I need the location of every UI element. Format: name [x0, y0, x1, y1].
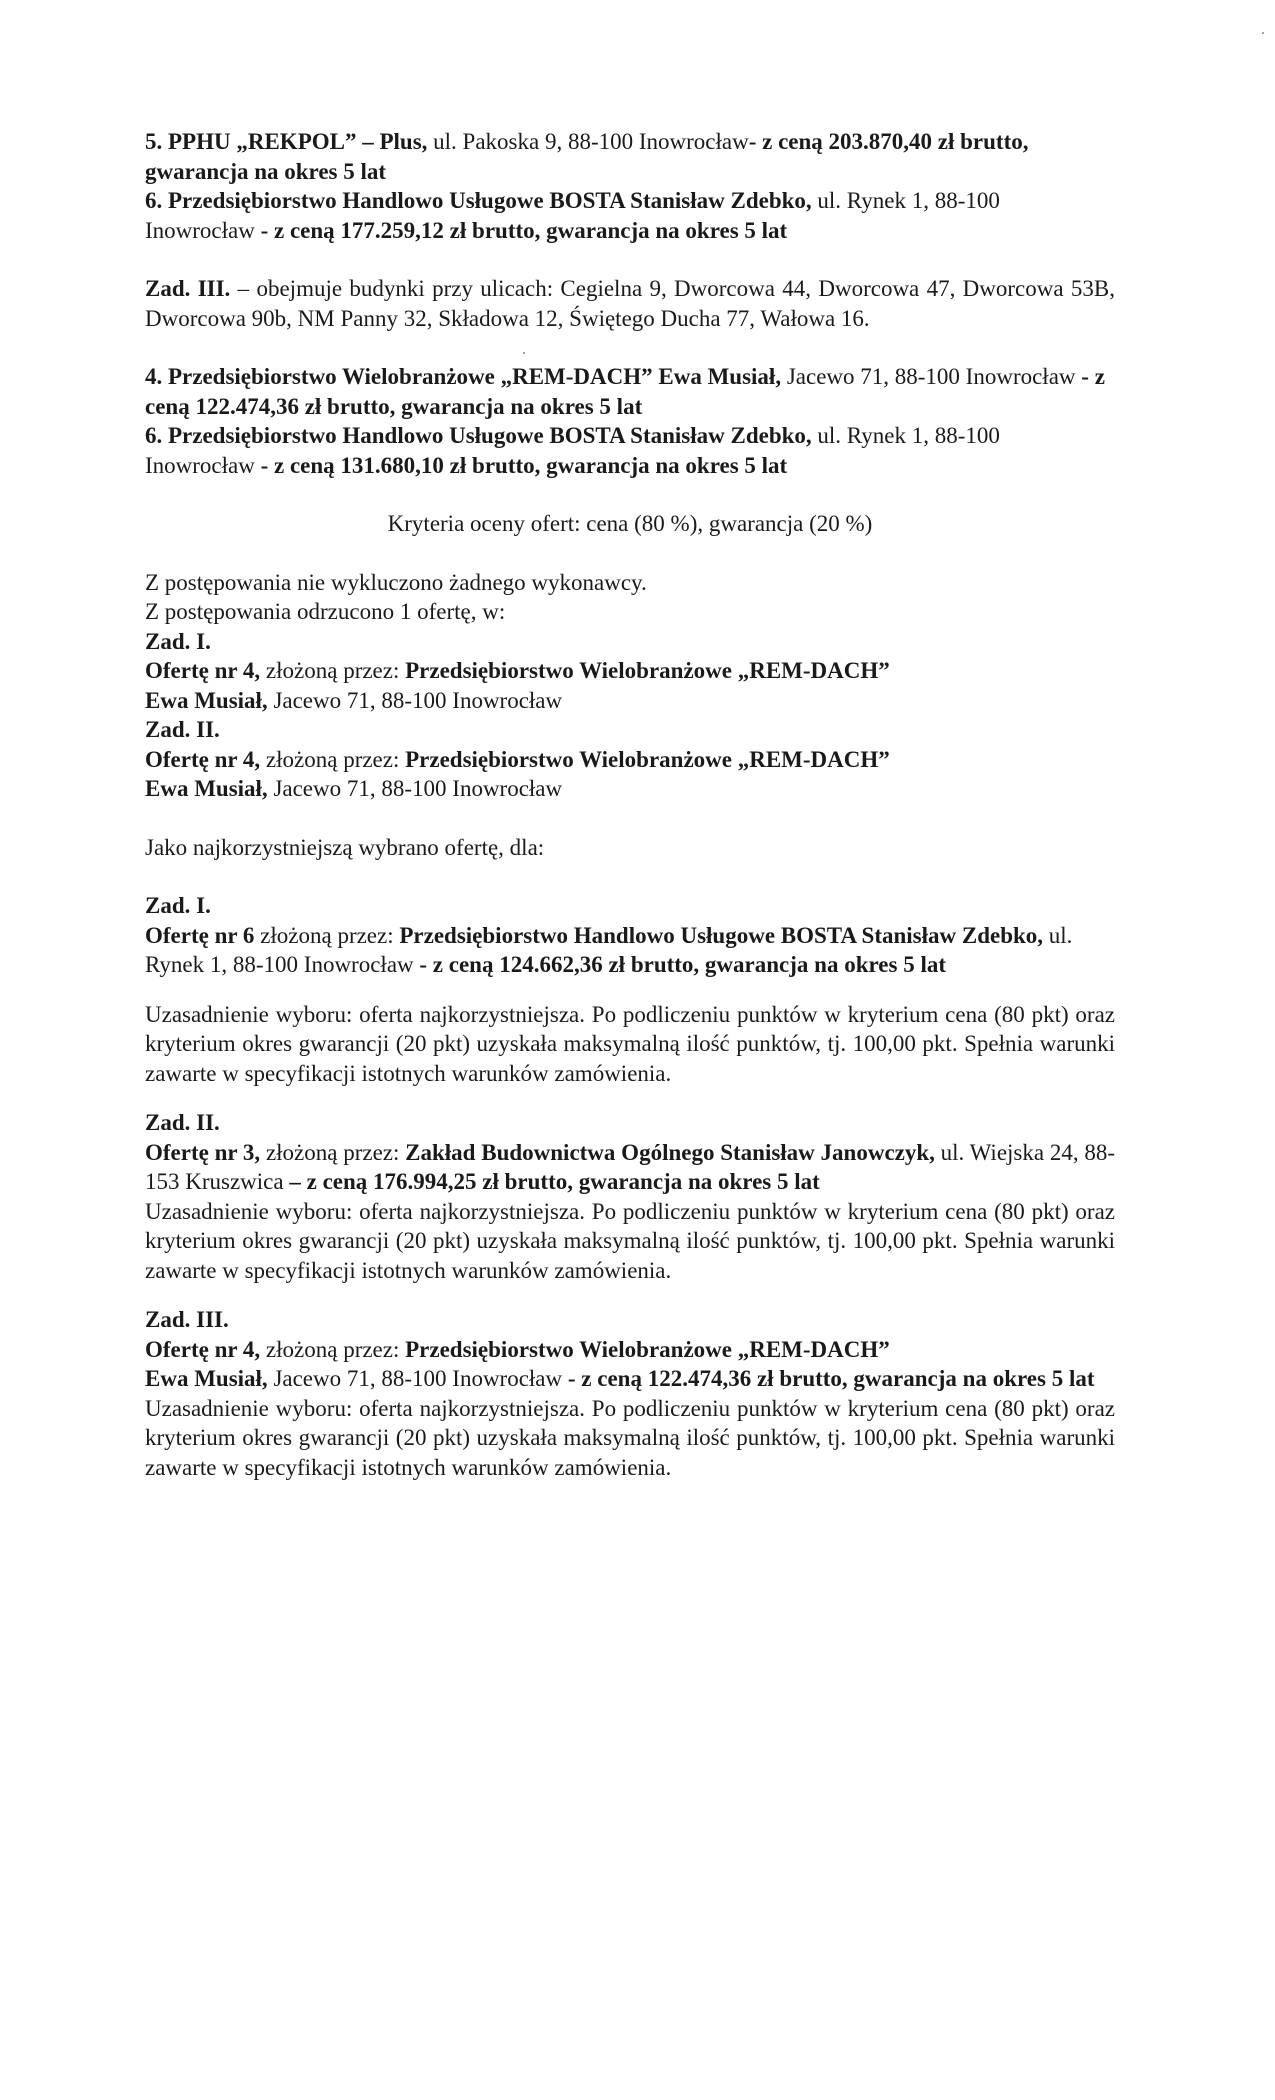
offer-company: Przedsiębiorstwo Wielobranżowe „REM-DACH” [405, 746, 890, 772]
offer-owner: Ewa Musiał, [145, 1366, 268, 1391]
rejected-zad2-label [145, 715, 1115, 745]
offer-price: - z ceną 122.474,36 zł brutto, gwarancja na okres 5 lat [567, 1366, 1095, 1391]
rejected-zad2-offer [145, 745, 1115, 775]
offer-company: Przedsiębiorstwo Handlowo Usługowe BOSTA Stanisław Zdebko, [399, 922, 1044, 948]
chosen-zad2-label [145, 1108, 1115, 1138]
chosen-zad1-justification: Uzasadnienie wyboru: oferta najkorzystniejsza. Po podliczeniu punktów w kryterium cena (80 pkt) oraz kryterium okres gwarancji (20 pkt) uzyskała maksymalną ilość punktów, tj. 100,00 pkt. Spełnia warunki zawarte w specyfikacji istotnych warunków zamówienia. [145, 1001, 1115, 1086]
rejection-note: Z postępowania odrzucono 1 ofertę, w: [145, 599, 506, 624]
offer-entry-5-rekpol [145, 127, 1115, 186]
submitted-by: złożoną przez: [260, 1336, 406, 1362]
offer-owner: Ewa Musiał, [145, 687, 268, 713]
zad-label: Zad. II. [145, 1110, 220, 1135]
scan-speck [523, 352, 525, 354]
offer-address: ul. Wiejska 24, 88-153 Kruszwica [145, 1139, 1115, 1194]
offer-company: Zakład Budownictwa Ogólnego Stanisław Janowczyk, [405, 1139, 935, 1165]
zad3-offer-6-bosta [145, 421, 1115, 480]
offer-address: Jacewo 71, 88-100 Inowrocław [267, 1366, 568, 1391]
chosen-intro: Jako najkorzystniejszą wybrano ofertę, dla: [145, 834, 545, 860]
offer-entry-6-bosta [145, 186, 1115, 245]
zad-label: Zad. I. [145, 893, 211, 918]
zad3-label: Zad. III. [145, 276, 231, 301]
offer-address: ul. Pakoska 9, 88-100 Inowrocław [427, 129, 749, 154]
offer-number: Ofertę nr 4, [145, 746, 261, 772]
rejected-zad1-owner [145, 686, 1115, 716]
submitted-by: złożoną przez: [260, 746, 406, 772]
offer-bidder: 5. PPHU „REKPOL” – Plus, [145, 129, 428, 154]
offer-owner: Ewa Musiał, [145, 776, 268, 801]
chosen-zad1-label [145, 891, 1115, 921]
offer-number: Ofertę nr 4, [145, 1336, 261, 1362]
offer-bidder: 4. Przedsiębiorstwo Wielobranżowe „REM-DACH” Ewa Musiał, [145, 364, 782, 389]
offer-number: Ofertę nr 3, [145, 1139, 261, 1165]
offer-address: Jacewo 71, 88-100 Inowrocław [267, 776, 563, 801]
offer-company: Przedsiębiorstwo Wielobranżowe „REM-DACH” [405, 1336, 890, 1362]
zad3-offer-4-remdach [145, 362, 1115, 421]
rejected-zad1-label [145, 627, 1115, 657]
zad-label: Zad. I. [145, 628, 211, 654]
zad3-description: – obejmuje budynki przy ulicach: Cegielna 9, Dworcowa 44, Dworcowa 47, Dworcowa 53B, Dworcowa 90b, NM Panny 32, Składowa 12, Świętego Ducha 77, Wałowa 16. [145, 276, 1115, 331]
offer-address: ul. Rynek 1, 88-100 Inowrocław [145, 922, 1073, 977]
chosen-zad3-offer [145, 1335, 1115, 1365]
offer-price: - z ceną 122.474,36 zł brutto, gwarancja na okres 5 lat [145, 364, 1105, 419]
offer-bidder: 6. Przedsiębiorstwo Handlowo Usługowe BOSTA Stanisław Zdebko, [145, 188, 812, 213]
scan-speck [1262, 32, 1264, 34]
offer-number: Ofertę nr 4, [145, 658, 261, 683]
submitted-by: złożoną przez: [254, 922, 400, 948]
offer-price: - z ceną 177.259,12 zł brutto, gwarancja na okres 5 lat [260, 217, 788, 243]
rejected-zad1-offer [145, 656, 1115, 686]
zad-label: Zad. II. [145, 717, 220, 742]
zad3-scope [145, 274, 1115, 333]
offer-price: - z ceną 124.662,36 zł brutto, gwarancja na okres 5 lat [419, 952, 946, 977]
chosen-zad2-justification: Uzasadnienie wyboru: oferta najkorzystniejsza. Po podliczeniu punktów w kryterium cena (80 pkt) oraz kryterium okres gwarancji (20 pkt) uzyskała maksymalną ilość punktów, tj. 100,00 pkt. Spełnia warunki zawarte w specyfikacji istotnych warunków zamówienia. [145, 1198, 1115, 1283]
offer-company: Przedsiębiorstwo Wielobranżowe „REM-DACH” [405, 658, 890, 683]
no-exclusion-note: Z postępowania nie wykluczono żadnego wykonawcy. [145, 569, 647, 595]
offer-address: Jacewo 71, 88-100 Inowrocław [267, 687, 563, 713]
offer-price: - z ceną 131.680,10 zł brutto, gwarancja na okres 5 lat [260, 452, 788, 478]
chosen-zad2-offer [145, 1138, 1115, 1197]
offer-bidder: 6. Przedsiębiorstwo Handlowo Usługowe BOSTA Stanisław Zdebko, [145, 423, 812, 448]
submitted-by: złożoną przez: [260, 658, 406, 683]
evaluation-criteria: Kryteria oceny ofert: cena (80 %), gwarancja (20 %) [387, 511, 873, 536]
document-body [145, 127, 1115, 1482]
submitted-by: złożoną przez: [260, 1139, 406, 1165]
offer-number: Ofertę nr 6 [145, 922, 255, 948]
offer-address: ul. Rynek 1, 88-100 Inowrocław [145, 188, 1000, 243]
chosen-zad3-label [145, 1305, 1115, 1335]
chosen-zad1-offer [145, 921, 1115, 980]
offer-address: ul. Rynek 1, 88-100 Inowrocław [145, 423, 1000, 478]
rejected-zad2-owner [145, 774, 1115, 804]
offer-price: - z ceną 203.870,40 zł brutto, gwarancja na okres 5 lat [145, 129, 1029, 184]
chosen-zad3-justification: Uzasadnienie wyboru: oferta najkorzystniejsza. Po podliczeniu punktów w kryterium cena (80 pkt) oraz kryterium okres gwarancji (20 pkt) uzyskała maksymalną ilość punktów, tj. 100,00 pkt. Spełnia warunki zawarte w specyfikacji istotnych warunków zamówienia. [145, 1395, 1115, 1480]
offer-address: Jacewo 71, 88-100 Inowrocław [781, 364, 1082, 389]
offer-price: – z ceną 176.994,25 zł brutto, gwarancja na okres 5 lat [289, 1169, 820, 1194]
zad-label: Zad. III. [145, 1307, 229, 1332]
chosen-zad3-owner [145, 1364, 1115, 1394]
